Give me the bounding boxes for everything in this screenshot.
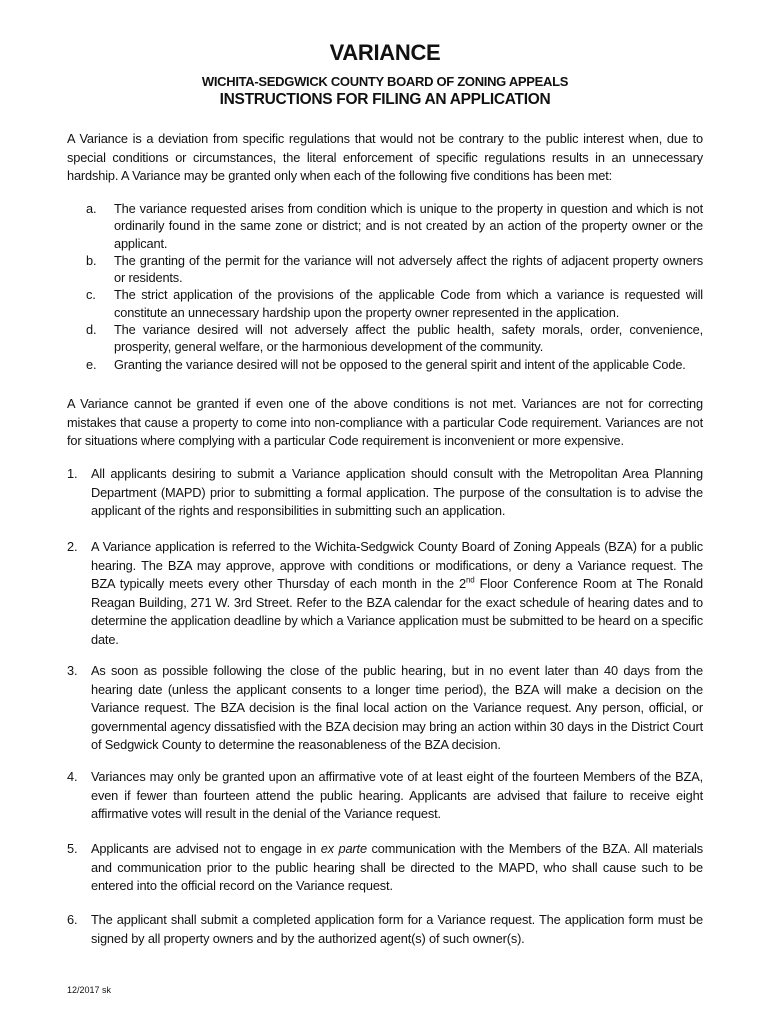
instruction-text <box>91 538 703 649</box>
condition-item <box>86 200 703 252</box>
condition-text: Granting the variance desired will not be opposed to the general spirit and intent of the applicable Code. <box>114 356 686 372</box>
document-title: VARIANCE <box>329 40 441 65</box>
instruction-text-part: Applicants are advised not to engage in <box>91 841 321 856</box>
instruction-item <box>67 538 703 649</box>
instruction-item <box>67 465 703 521</box>
instruction-marker: 4. <box>67 769 78 784</box>
revision-footer: 12/2017 sk <box>67 985 112 995</box>
instruction-text-part: communication with the Members of the BZA. All materials and communication prior to the public hearing shall be directed to the MAPD, who shall cause such to be entered into the official record on the Variance request. <box>91 841 703 893</box>
condition-item <box>86 356 703 373</box>
instruction-marker: 5. <box>67 841 78 856</box>
condition-text: The granting of the permit for the variance will not adversely affect the rights of adjacent property owners or residents. <box>114 252 703 286</box>
instruction-marker: 6. <box>67 912 78 927</box>
ordinal-superscript: nd <box>465 575 475 585</box>
condition-marker: e. <box>86 356 97 372</box>
document-heading: INSTRUCTIONS FOR FILING AN APPLICATION <box>219 91 551 108</box>
instruction-item <box>67 662 703 755</box>
condition-marker: d. <box>86 322 97 338</box>
condition-marker: c. <box>86 287 96 303</box>
instruction-item <box>67 768 703 824</box>
italic-term: ex parte <box>320 841 367 856</box>
condition-text: The variance requested arises from condition which is unique to the property in question and which is not ordinarily found in the same zone or district; and is not created by an action of the property owner or the applicant. <box>114 201 703 251</box>
intro-paragraph: A Variance is a deviation from specific regulations that would not be contrary to the public interest when, due to special conditions or circumstances, the literal enforcement of specific regulations results in an unnecessary hardship. A Variance may be granted only when each of the following five conditions has been met: <box>67 131 703 183</box>
instruction-item <box>67 840 703 896</box>
condition-text: The strict application of the provisions of the applicable Code from which a variance is requested will constitute an unnecessary hardship upon the property owner represented in the application. <box>114 287 703 320</box>
instruction-item <box>67 911 703 948</box>
condition-marker: b. <box>86 252 97 268</box>
document-subtitle: WICHITA-SEDGWICK COUNTY BOARD OF ZONING APPEALS <box>201 74 569 89</box>
instruction-text: As soon as possible following the close of the public hearing, but in no event later than 40 days from the hearing date (unless the applicant consents to a longer time period), the BZA will make a decision on the Variance request. The BZA decision is the final local action on the Variance request. Any person, official, or governmental agency dissatisfied with the BZA decision may bring an action within 30 days in the District Court of Sedgwick County to determine the reasonableness of the BZA decision. <box>91 663 703 752</box>
instruction-text-part: A Variance application is referred to the Wichita-Sedgwick County Board of Zoning Appeals (BZA) for a public hearing. The BZA may approve, approve with conditions or modifications, or deny a Variance request. The BZA typically meets every other Thursday of each month in the 2 <box>91 539 703 591</box>
conditions-list <box>86 200 703 373</box>
instruction-text: The applicant shall submit a completed application form for a Variance request. The application form must be signed by all property owners and by the authorized agent(s) of such owner(s). <box>91 912 703 946</box>
instruction-text: All applicants desiring to submit a Variance application should consult with the Metropolitan Area Planning Department (MAPD) prior to submitting a formal application. The purpose of the consultation is to advise the applicant of the rights and responsibilities in submitting such an application. <box>91 466 703 518</box>
conditions-note: A Variance cannot be granted if even one of the above conditions is not met. Variances are not for correcting mistakes that cause a property to come into non-compliance with a particular Code requirement. Variances are not for situations where complying with a particular Code requirement is inconvenient or more expensive. <box>67 396 703 448</box>
instruction-marker: 3. <box>67 663 78 678</box>
instruction-text <box>91 840 703 896</box>
condition-text: The variance desired will not adversely affect the public health, safety morals, order, convenience, prosperity, general welfare, or the harmonious development of the community. <box>114 322 703 355</box>
condition-item <box>86 286 703 321</box>
condition-item <box>86 252 703 287</box>
instruction-marker: 2. <box>67 539 78 554</box>
instruction-marker: 1. <box>67 466 78 481</box>
instruction-text-part: Floor Conference Room at The Ronald Reagan Building, 271 W. 3rd Street. Refer to the BZA calendar for the exact schedule of hearing dates and to determine the application deadline by which a Variance application must be submitted to be heard on a specific date. <box>91 576 703 647</box>
instruction-text: Variances may only be granted upon an affirmative vote of at least eight of the fourteen Members of the BZA, even if fewer than fourteen attend the public hearing. Applicants are advised that failure to receive eight affirmative votes will result in the denial of the Variance request. <box>91 769 703 821</box>
condition-marker: a. <box>86 201 97 216</box>
condition-item <box>86 321 703 356</box>
